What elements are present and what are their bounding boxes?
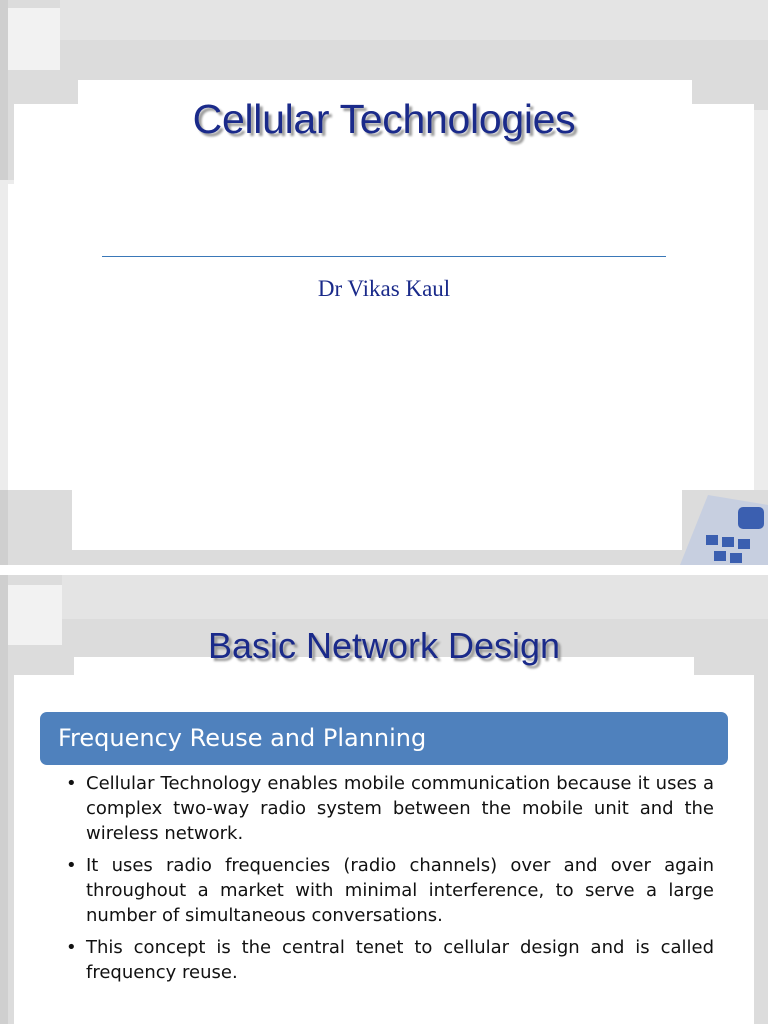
bullet-text: It uses radio frequencies (radio channels) over and over again throughout a market with minimal interference, to serve a large number of simultaneous conversations. <box>86 855 714 926</box>
content-panel <box>72 490 682 550</box>
content-panel <box>8 184 754 490</box>
title-divider <box>102 256 666 257</box>
background-shape <box>60 0 768 40</box>
phone-keypad-icon <box>678 495 768 565</box>
slide-title: Cellular Technologies <box>192 96 576 142</box>
list-item <box>58 935 714 985</box>
bullet-icon: • <box>66 937 77 958</box>
bullet-list <box>58 771 714 992</box>
background-shape <box>8 8 60 70</box>
slide-title: Basic Network Design <box>207 625 561 666</box>
bullet-text: This concept is the central tenet to cellular design and is called frequency reuse. <box>86 937 714 983</box>
bullet-icon: • <box>66 855 77 876</box>
content-slide <box>0 575 768 1024</box>
list-item <box>58 771 714 846</box>
background-shape <box>62 575 768 619</box>
list-item <box>58 853 714 928</box>
author-name: Dr Vikas Kaul <box>317 276 451 301</box>
section-header: Frequency Reuse and Planning <box>40 712 728 765</box>
bullet-text: Cellular Technology enables mobile communication because it uses a complex two-way radio system between the mobile unit and the wireless network. <box>86 773 714 844</box>
bullet-icon: • <box>66 773 77 794</box>
